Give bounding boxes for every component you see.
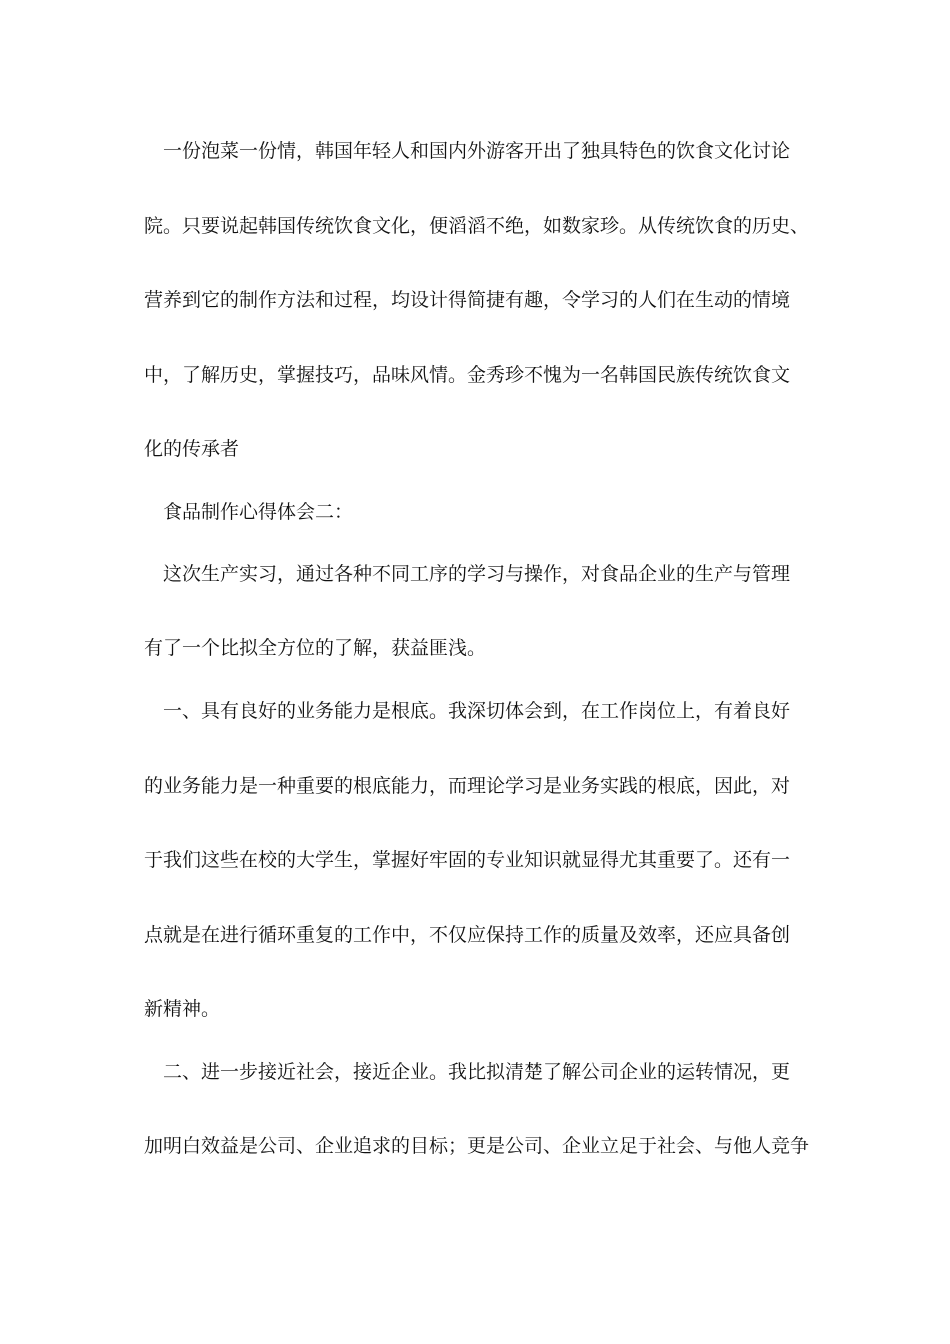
paragraph-1-line-1: 一份泡菜一份情，韩国年轻人和国内外游客开出了独具特色的饮食文化讨论	[163, 140, 791, 162]
paragraph-3-line-3: 于我们这些在校的大学生，掌握好牢固的专业知识就显得尤其重要了。还有一	[144, 849, 791, 871]
paragraph-2-line-2: 有了一个比拟全方位的了解，获益匪浅。	[144, 637, 487, 659]
paragraph-1-line-2: 院。只要说起韩国传统饮食文化，便滔滔不绝，如数家珍。从传统饮食的历史、	[144, 215, 810, 237]
paragraph-4-line-2: 加明白效益是公司、企业追求的目标；更是公司、企业立足于社会、与他人竞争	[144, 1135, 810, 1157]
paragraph-1-line-3: 营养到它的制作方法和过程，均设计得简捷有趣，令学习的人们在生动的情境	[144, 289, 791, 311]
paragraph-1-line-5: 化的传承者	[144, 438, 240, 460]
paragraph-2-line-1: 这次生产实习，通过各种不同工序的学习与操作，对食品企业的生产与管理	[163, 563, 791, 585]
paragraph-3-line-4: 点就是在进行循环重复的工作中，不仅应保持工作的质量及效率，还应具备创	[144, 924, 791, 946]
paragraph-4-line-1: 二、进一步接近社会，接近企业。我比拟清楚了解公司企业的运转情况，更	[163, 1061, 791, 1083]
paragraph-3-line-5: 新精神。	[144, 998, 221, 1020]
paragraph-3-line-2: 的业务能力是一种重要的根底能力，而理论学习是业务实践的根底，因此，对	[144, 775, 791, 797]
section-heading: 食品制作心得体会二：	[163, 501, 354, 523]
paragraph-3-line-1: 一、具有良好的业务能力是根底。我深切体会到，在工作岗位上，有着良好	[163, 700, 791, 722]
paragraph-1-line-4: 中，了解历史，掌握技巧，品味风情。金秀珍不愧为一名韩国民族传统饮食文	[144, 364, 791, 386]
